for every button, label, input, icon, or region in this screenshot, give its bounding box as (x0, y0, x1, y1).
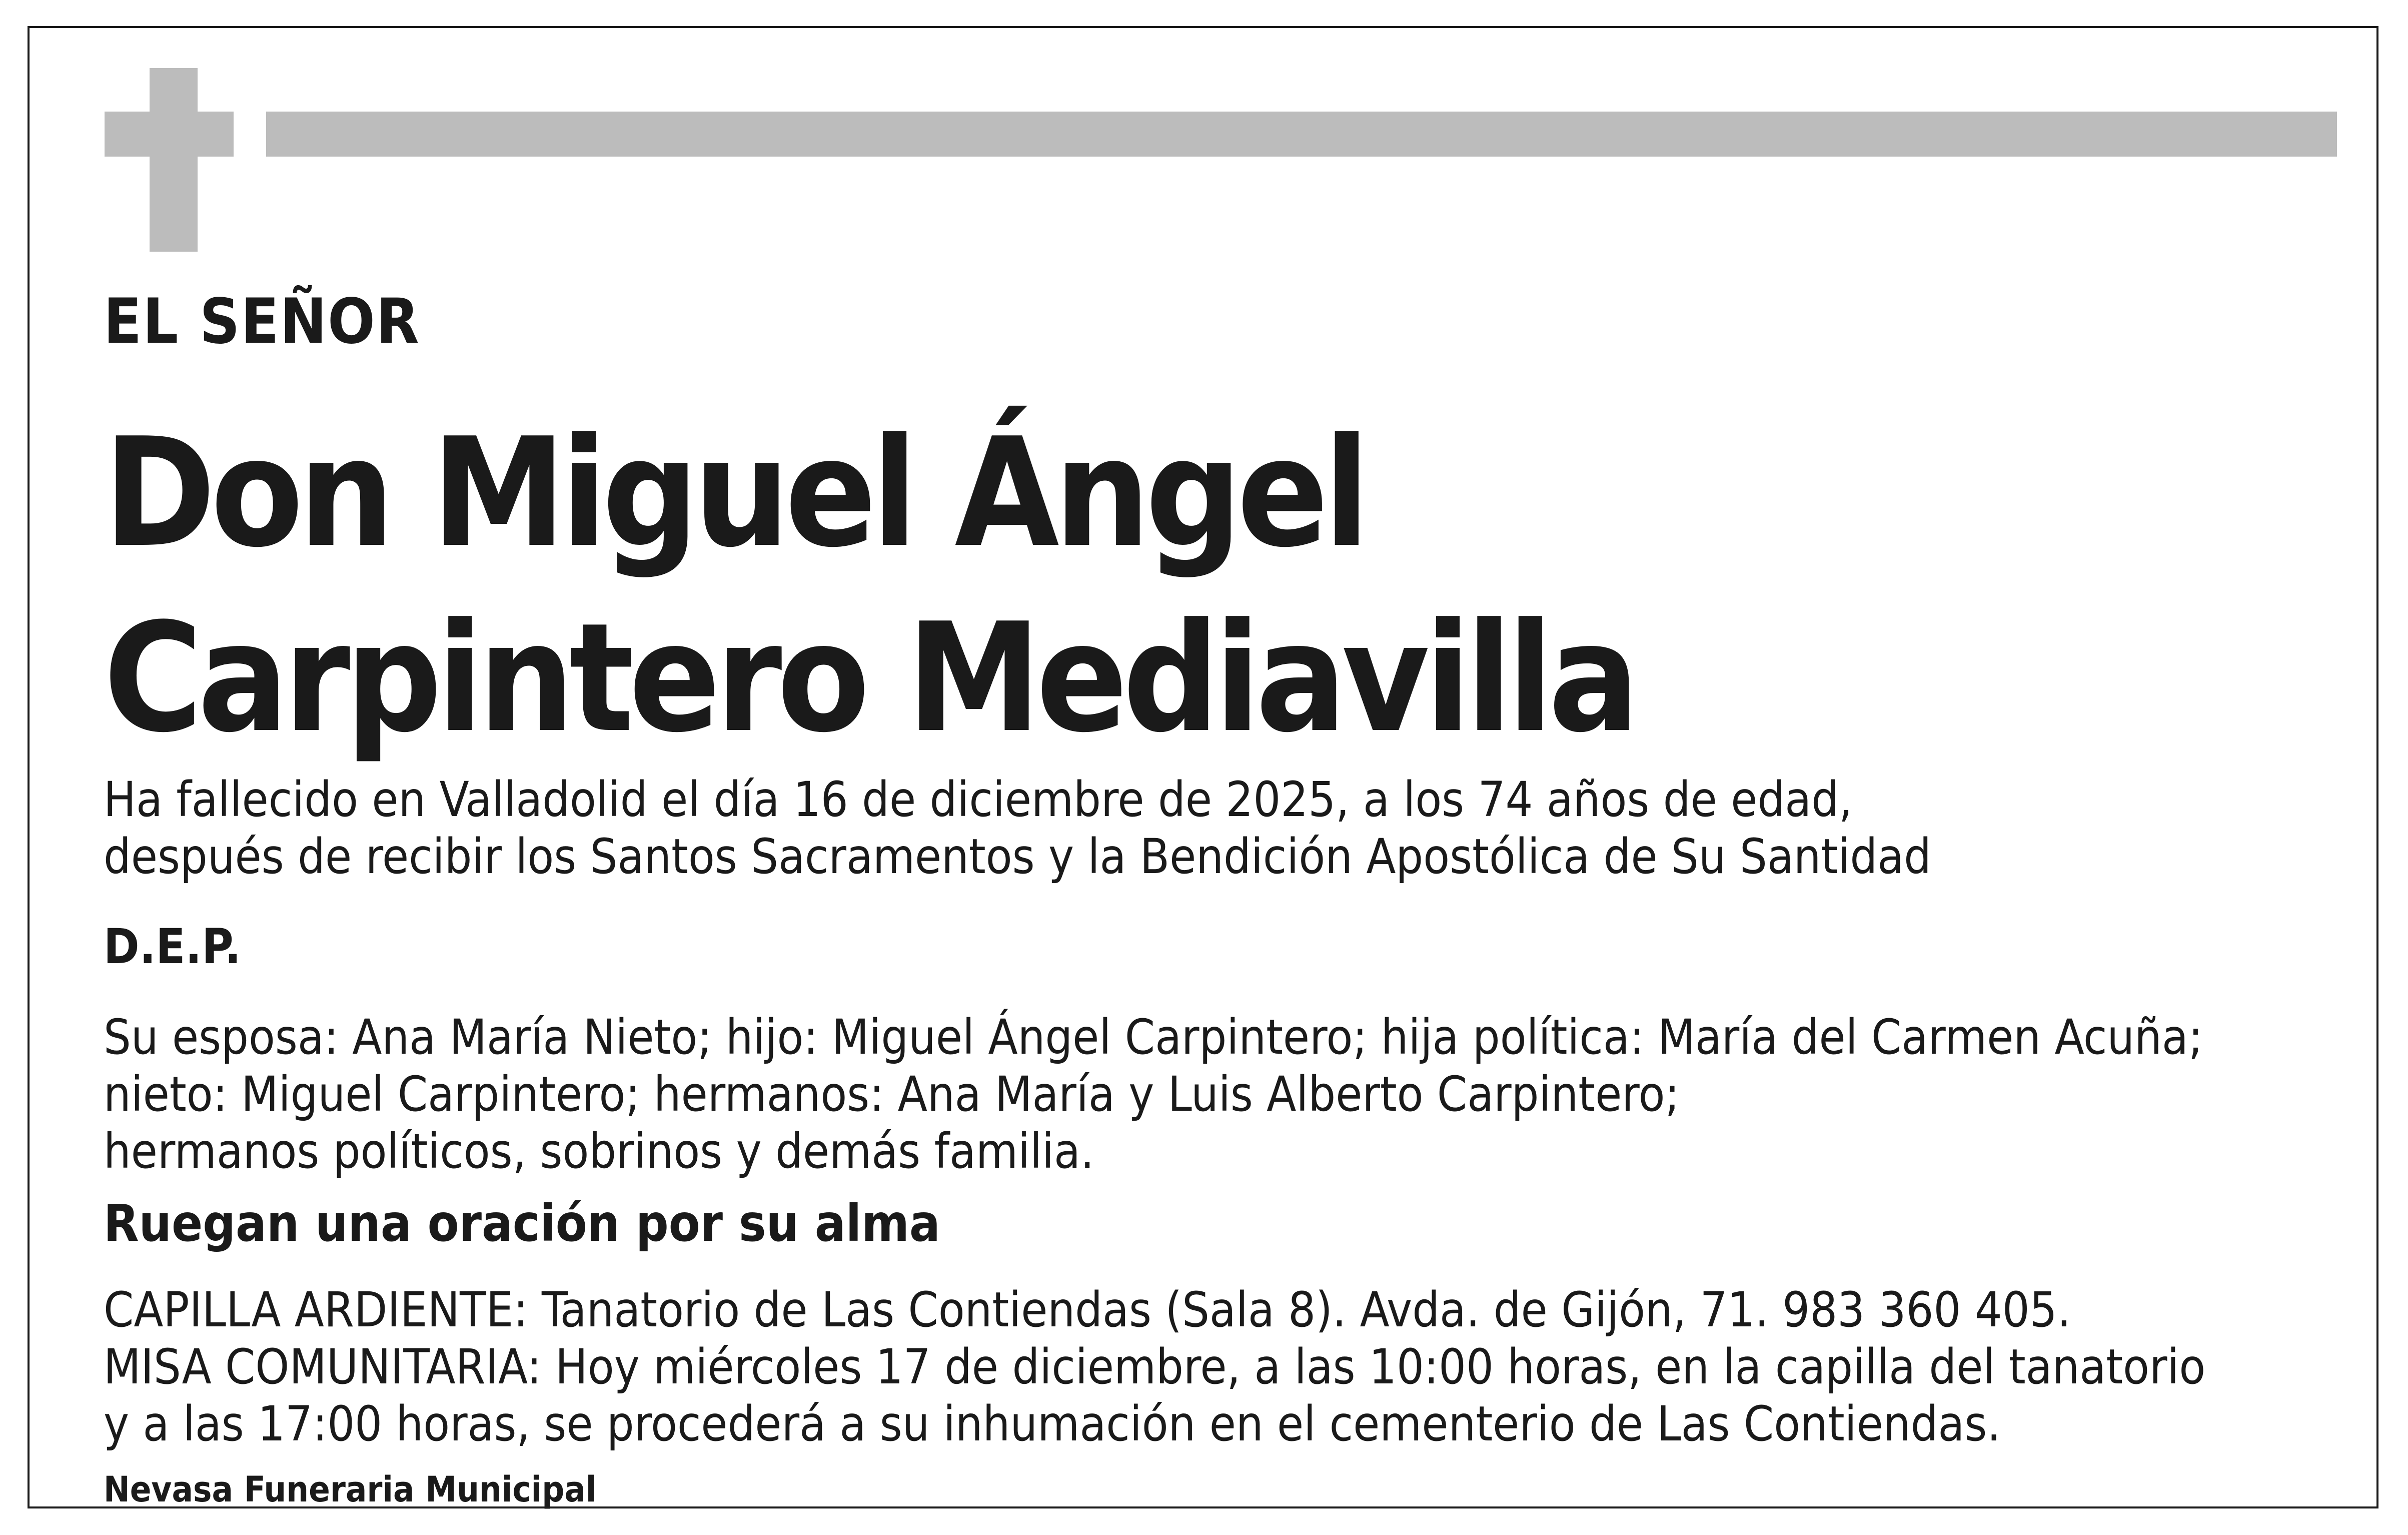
dep-label: D.E.P. (104, 919, 241, 975)
death-announcement (104, 771, 1931, 885)
honorific: EL SEÑOR (104, 286, 420, 358)
family-list (104, 1009, 2203, 1180)
service-line-2: MISA COMUNITARIA: Hoy miércoles 17 de diciembre, a las 10:00 horas, en la capilla del tanatorio (104, 1339, 2206, 1395)
deceased-name-line-2: Carpintero Mediavilla (104, 591, 1635, 765)
prayer-request: Ruegan una oración por su alma (104, 1194, 940, 1253)
funeral-home: Nevasa Funeraria Municipal (104, 1469, 597, 1510)
family-line-1: Su esposa: Ana María Nieto; hijo: Miguel Ángel Carpintero; hija política: María del Carmen Acuña; (104, 1009, 2203, 1065)
cross-vertical-bar (150, 68, 198, 252)
cross-horizontal-bar (105, 112, 234, 157)
family-line-2: nieto: Miguel Carpintero; hermanos: Ana María y Luis Alberto Carpintero; (104, 1066, 1680, 1122)
service-details (104, 1281, 2205, 1452)
header-rule (266, 112, 2337, 157)
deceased-name-line-1: Don Miguel Ángel (104, 406, 1365, 580)
death-line-2: después de recibir los Santos Sacramentos y la Bendición Apostólica de Su Santidad (104, 829, 1931, 885)
obituary-notice (28, 26, 2378, 1508)
family-line-3: hermanos políticos, sobrinos y demás familia. (104, 1123, 1094, 1179)
death-line-1: Ha fallecido en Valladolid el día 16 de diciembre de 2025, a los 74 años de edad, (104, 772, 1853, 828)
service-line-3: y a las 17:00 horas, se procederá a su inhumación en el cementerio de Las Contiendas. (104, 1396, 2001, 1452)
service-line-1: CAPILLA ARDIENTE: Tanatorio de Las Contiendas (Sala 8). Avda. de Gijón, 71. 983 360 405. (104, 1282, 2071, 1338)
